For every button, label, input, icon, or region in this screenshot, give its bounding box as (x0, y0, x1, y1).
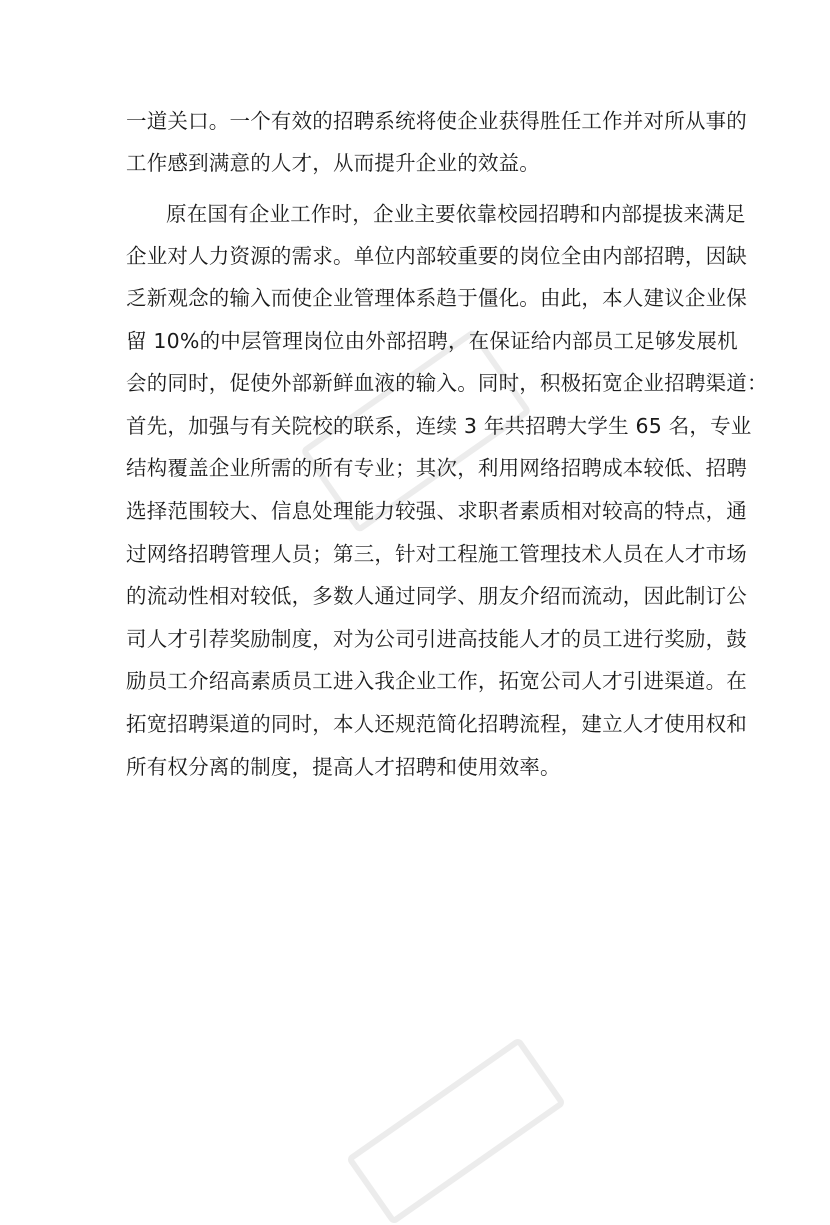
paragraph-line: 留 10%的中层管理岗位由外部招聘，在保证给内部员工足够发展机 (126, 329, 738, 353)
paragraph-line: 会的同时，促使外部新鲜血液的输入。同时，积极拓宽企业招聘渠道： (126, 371, 768, 395)
paragraph-line: 司人才引荐奖励制度，对为公司引进高技能人才的员工进行奖励，鼓 (126, 627, 747, 651)
paragraph-line: 的流动性相对较低，多数人通过同学、朋友介绍而流动，因此制订公 (126, 584, 747, 608)
paragraph-line: 过网络招聘管理人员；第三，针对工程施工管理技术人员在人才市场 (126, 542, 747, 566)
watermark-lower (340, 1080, 580, 1170)
paragraph-line: 所有权分离的制度，提高人才招聘和使用效率。 (126, 755, 561, 779)
paragraph-line: 首先，加强与有关院校的联系，连续 3 年共招聘大学生 65 名，专业 (126, 414, 752, 438)
paragraph-line: 一道关口。一个有效的招聘系统将使企业获得胜任工作并对所从事的 (126, 109, 747, 133)
paragraph-line: 励员工介绍高素质员工进入我企业工作，拓宽公司人才引进渠道。在 (126, 669, 747, 693)
paragraph-line: 选择范围较大、信息处理能力较强、求职者素质相对较高的特点，通 (126, 499, 747, 523)
paragraph-line: 企业对人力资源的需求。单位内部较重要的岗位全由内部招聘，因缺 (126, 244, 747, 268)
paragraph-line: 工作感到满意的人才，从而提升企业的效益。 (126, 151, 540, 175)
paragraph-line: 乏新观念的输入而使企业管理体系趋于僵化。由此，本人建议企业保 (126, 286, 747, 310)
paragraph-line: 结构覆盖企业所需的所有专业；其次，利用网络招聘成本较低、招聘 (126, 456, 747, 480)
paragraph-line: 拓宽招聘渠道的同时，本人还规范简化招聘流程，建立人才使用权和 (126, 712, 747, 736)
paragraph-line: 原在国有企业工作时，企业主要依靠校园招聘和内部提拔来满足 (166, 202, 746, 226)
